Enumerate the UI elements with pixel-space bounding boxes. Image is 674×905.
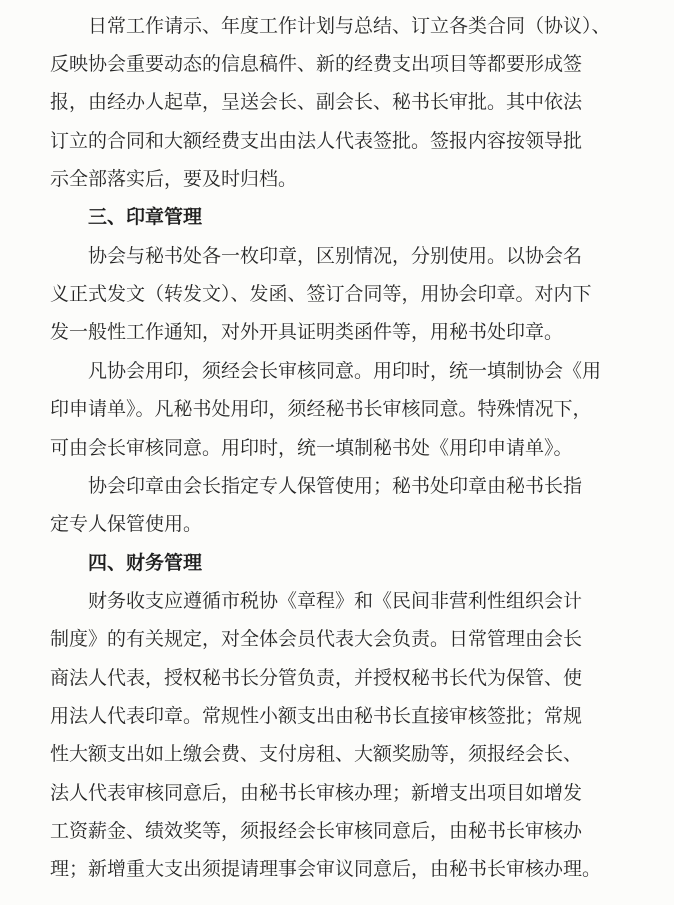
section-heading: 四、财务管理 [88,552,203,574]
text-line: 商法人代表，授权秘书长分管负责，并授权秘书长代为保管、使 [50,667,583,689]
text-line: 可由会长审核同意。用印时，统一填制秘书处《用印申请单》。 [50,437,573,459]
text-line: 定专人保管使用。 [50,513,203,535]
text-line: 协会印章由会长指定专人保管使用；秘书处印章由秘书长指 [88,475,583,497]
text-line: 报，由经办人起草，呈送会长、副会长、秘书长审批。其中依法 [50,91,583,113]
text-line: 协会与秘书处各一枚印章，区别情况，分别使用。以协会名 [88,245,583,267]
text-line: 制度》的有关规定，对全体会员代表大会负责。日常管理由会长 [50,628,583,650]
text-line: 义正式发文（转发文）、发函、签订合同等，用协会印章。对内下 [50,283,592,305]
text-line: 发一般性工作通知，对外开具证明类函件等，用秘书处印章。 [50,321,564,343]
text-line: 法人代表审核同意后，由秘书长审核办理；新增支出项目如增发 [50,782,583,804]
text-line: 反映协会重要动态的信息稿件、新的经费支出项目等都要形成签 [50,53,583,75]
text-line: 理；新增重大支出须提请理事会审议同意后，由秘书长审核办理。 [50,858,602,880]
text-line: 订立的合同和大额经费支出由法人代表签批。签报内容按领导批 [50,130,583,152]
text-line: 印申请单》。凡秘书处用印，须经秘书长审核同意。特殊情况下， [50,398,592,420]
text-line: 示全部落实后，要及时归档。 [50,168,298,190]
section-heading: 三、印章管理 [88,206,203,228]
text-line: 用法人代表印章。常规性小额支出由秘书长直接审核签批；常规 [50,705,583,727]
text-line: 凡协会用印，须经会长审核同意。用印时，统一填制协会《用 [88,360,602,382]
text-line: 日常工作请示、年度工作计划与总结、订立各类合同（协议）、 [88,15,611,37]
text-line: 财务收支应遵循市税协《章程》和《民间非营利性组织会计 [88,590,583,612]
text-line: 性大额支出如上缴会费、支付房租、大额奖励等，须报经会长、 [50,743,583,765]
text-line: 工资薪金、绩效奖等，须报经会长审核同意后，由秘书长审核办 [50,820,583,842]
